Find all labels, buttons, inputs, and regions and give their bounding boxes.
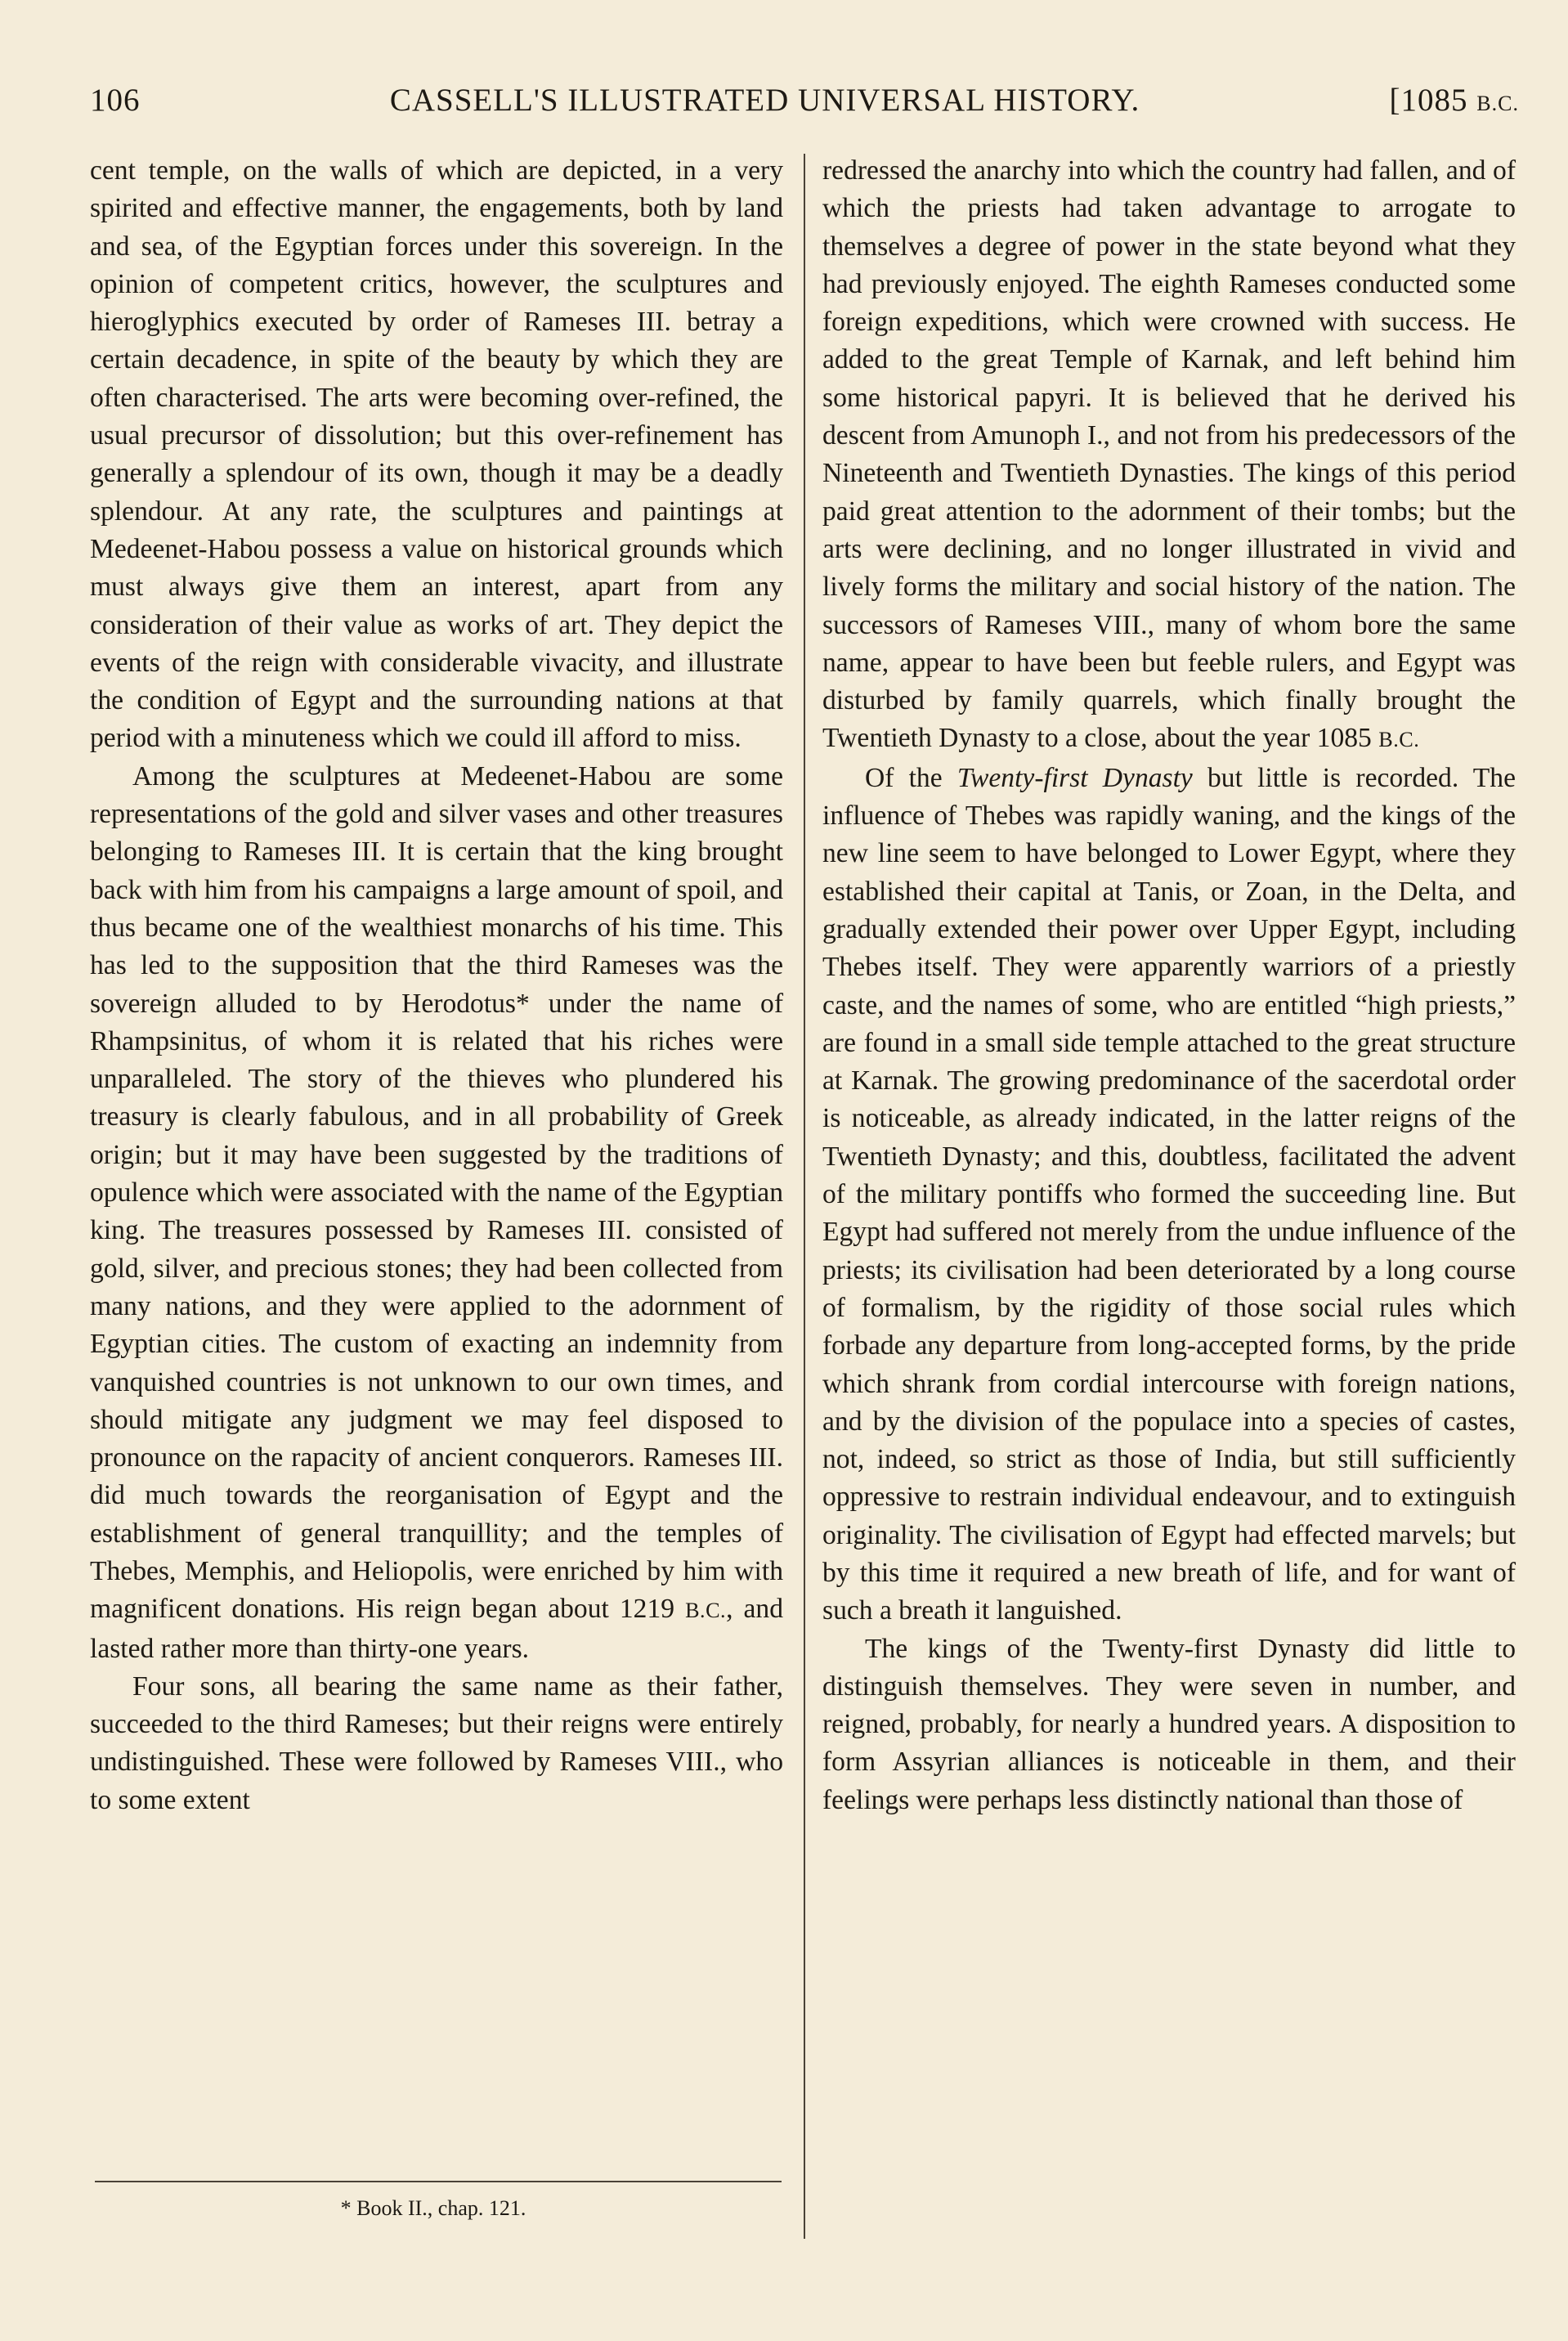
page-number: 106: [90, 83, 141, 118]
header-date: [1085 B.C.: [1389, 83, 1519, 118]
paragraph: Among the sculptures at Medeenet-Habou are some representations of the gold and silver vases and other treasures belonging to Rameses III. It is certain that the king brought back with him from his campaigns a large amount of spoil, and thus became one of the wealthiest monarchs of his time. This has led to the supposition that the third Rameses was the sovereign alluded to by Herodotus* under the name of Rhampsinitus, of whom it is related that his riches were unparalleled. The story of the thieves who plundered his treasury is clearly fabulous, and in all probability of Greek origin; but it may have been suggested by the traditions of opulence which were associated with the name of the Egyptian king. The treasures possessed by Rameses III. consisted of gold, silver, and precious stones; they had been collected from many nations, and they were applied to the adornment of Egyptian cities. The custom of exacting an indemnity from vanquished countries is not unknown to our own times, and should mitigate any judgment we may feel disposed to pronounce on the rapacity of ancient conquerors. Rameses III. did much towards the reorganisation of Egypt and the establishment of general tranquillity; and the temples of Thebes, Memphis, and Heliopolis, were enriched by him with magnificent donations. His reign began about 1219 B.C., and lasted rather more than thirty-one years.: [90, 760, 783, 1664]
running-header: [90, 82, 1519, 131]
right-column: [822, 152, 1516, 1819]
paragraph: Of the Twenty-first Dynasty but little is recorded. The influence of Thebes was rapidly waning, and the kings of the new line seem to have belonged to Lower Egypt, where they established their capital at Tanis, or Zoan, in the Delta, and gradually extended their power over Upper Egypt, including Thebes itself. They were apparently warriors of a priestly caste, and the names of some, who are entitled “high priests,” are found in a small side temple attached to the great structure at Karnak. The growing predominance of the sacerdotal order is noticeable, as already indicated, in the latter reigns of the Twentieth Dynasty; and this, doubtless, facilitated the advent of the military pontiffs who formed the succeeding line. But Egypt had suffered not merely from the undue influence of the priests; its civilisation had been deteriorated by a long course of formalism, by the rigidity of those social rules which forbade any departure from long-accepted forms, by the pride which shrank from cordial intercourse with foreign nations, and by the division of the populace into a species of castes, not, indeed, so strict as those of India, but still sufficiently oppressive to restrain individual endeavour, and to extinguish originality. The civilisation of Egypt had effected marvels; but by this time it required a new breath of life, and for want of such a breath it languished.: [822, 762, 1516, 1626]
paragraph: The kings of the Twenty-first Dynasty did little to distinguish themselves. They were seven in number, and reigned, probably, for nearly a hundred years. A disposition to form Assyrian alliances is noticeable in them, and their feelings were perhaps less distinctly national than those of: [822, 1633, 1516, 1815]
paragraph: Four sons, all bearing the same name as their father, succeeded to the third Rameses; but their reigns were entirely undistinguished. These were followed by Rameses VIII., who to some extent: [90, 1671, 783, 1815]
footnote: * Book II., chap. 121.: [340, 2196, 526, 2220]
footnote-rule: [95, 2181, 782, 2182]
paragraph: cent temple, on the walls of which are depicted, in a very spirited and effective manner, the engagements, both by land and sea, of the Egyptian forces under this sovereign. In the opinion of competent critics, however, the sculptures and hieroglyphics executed by order of Rameses III. betray a certain decadence, in spite of the beauty by which they are often characterised. The arts were becoming over-refined, the usual precursor of dissolution; but this over-refinement has generally a splendour of its own, though it may be a deadly splendour. At any rate, the sculptures and paintings at Medeenet-Habou possess a value on historical grounds which must always give them an interest, apart from any consideration of their value as works of art. They depict the events of the reign with considerable vivacity, and illustrate the condition of Egypt and the surrounding nations at that period with a minuteness which we could ill afford to miss.: [90, 155, 783, 754]
running-title: CASSELL'S ILLUSTRATED UNIVERSAL HISTORY.: [389, 83, 1140, 118]
left-column: [90, 152, 783, 1819]
paragraph: redressed the anarchy into which the country had fallen, and of which the priests had taken advantage to arrogate to themselves a degree of power in the state beyond what they had previously enjoyed. The eighth Rameses conducted some foreign expeditions, which were crowned with success. He added to the great Temple of Karnak, and left behind him some historical papyri. It is believed that he derived his descent from Amunoph I., and not from his predecessors of the Nineteenth and Twentieth Dynasties. The kings of this period paid great attention to the adornment of their tombs; but the arts were declining, and no longer illustrated in vivid and lively forms the military and social history of the nation. The successors of Rameses VIII., many of whom bore the same name, appear to have been but feeble rulers, and Egypt was disturbed by family quarrels, which finally brought the Twentieth Dynasty to a close, about the year 1085 B.C.: [822, 155, 1516, 754]
column-divider: [804, 154, 805, 2239]
